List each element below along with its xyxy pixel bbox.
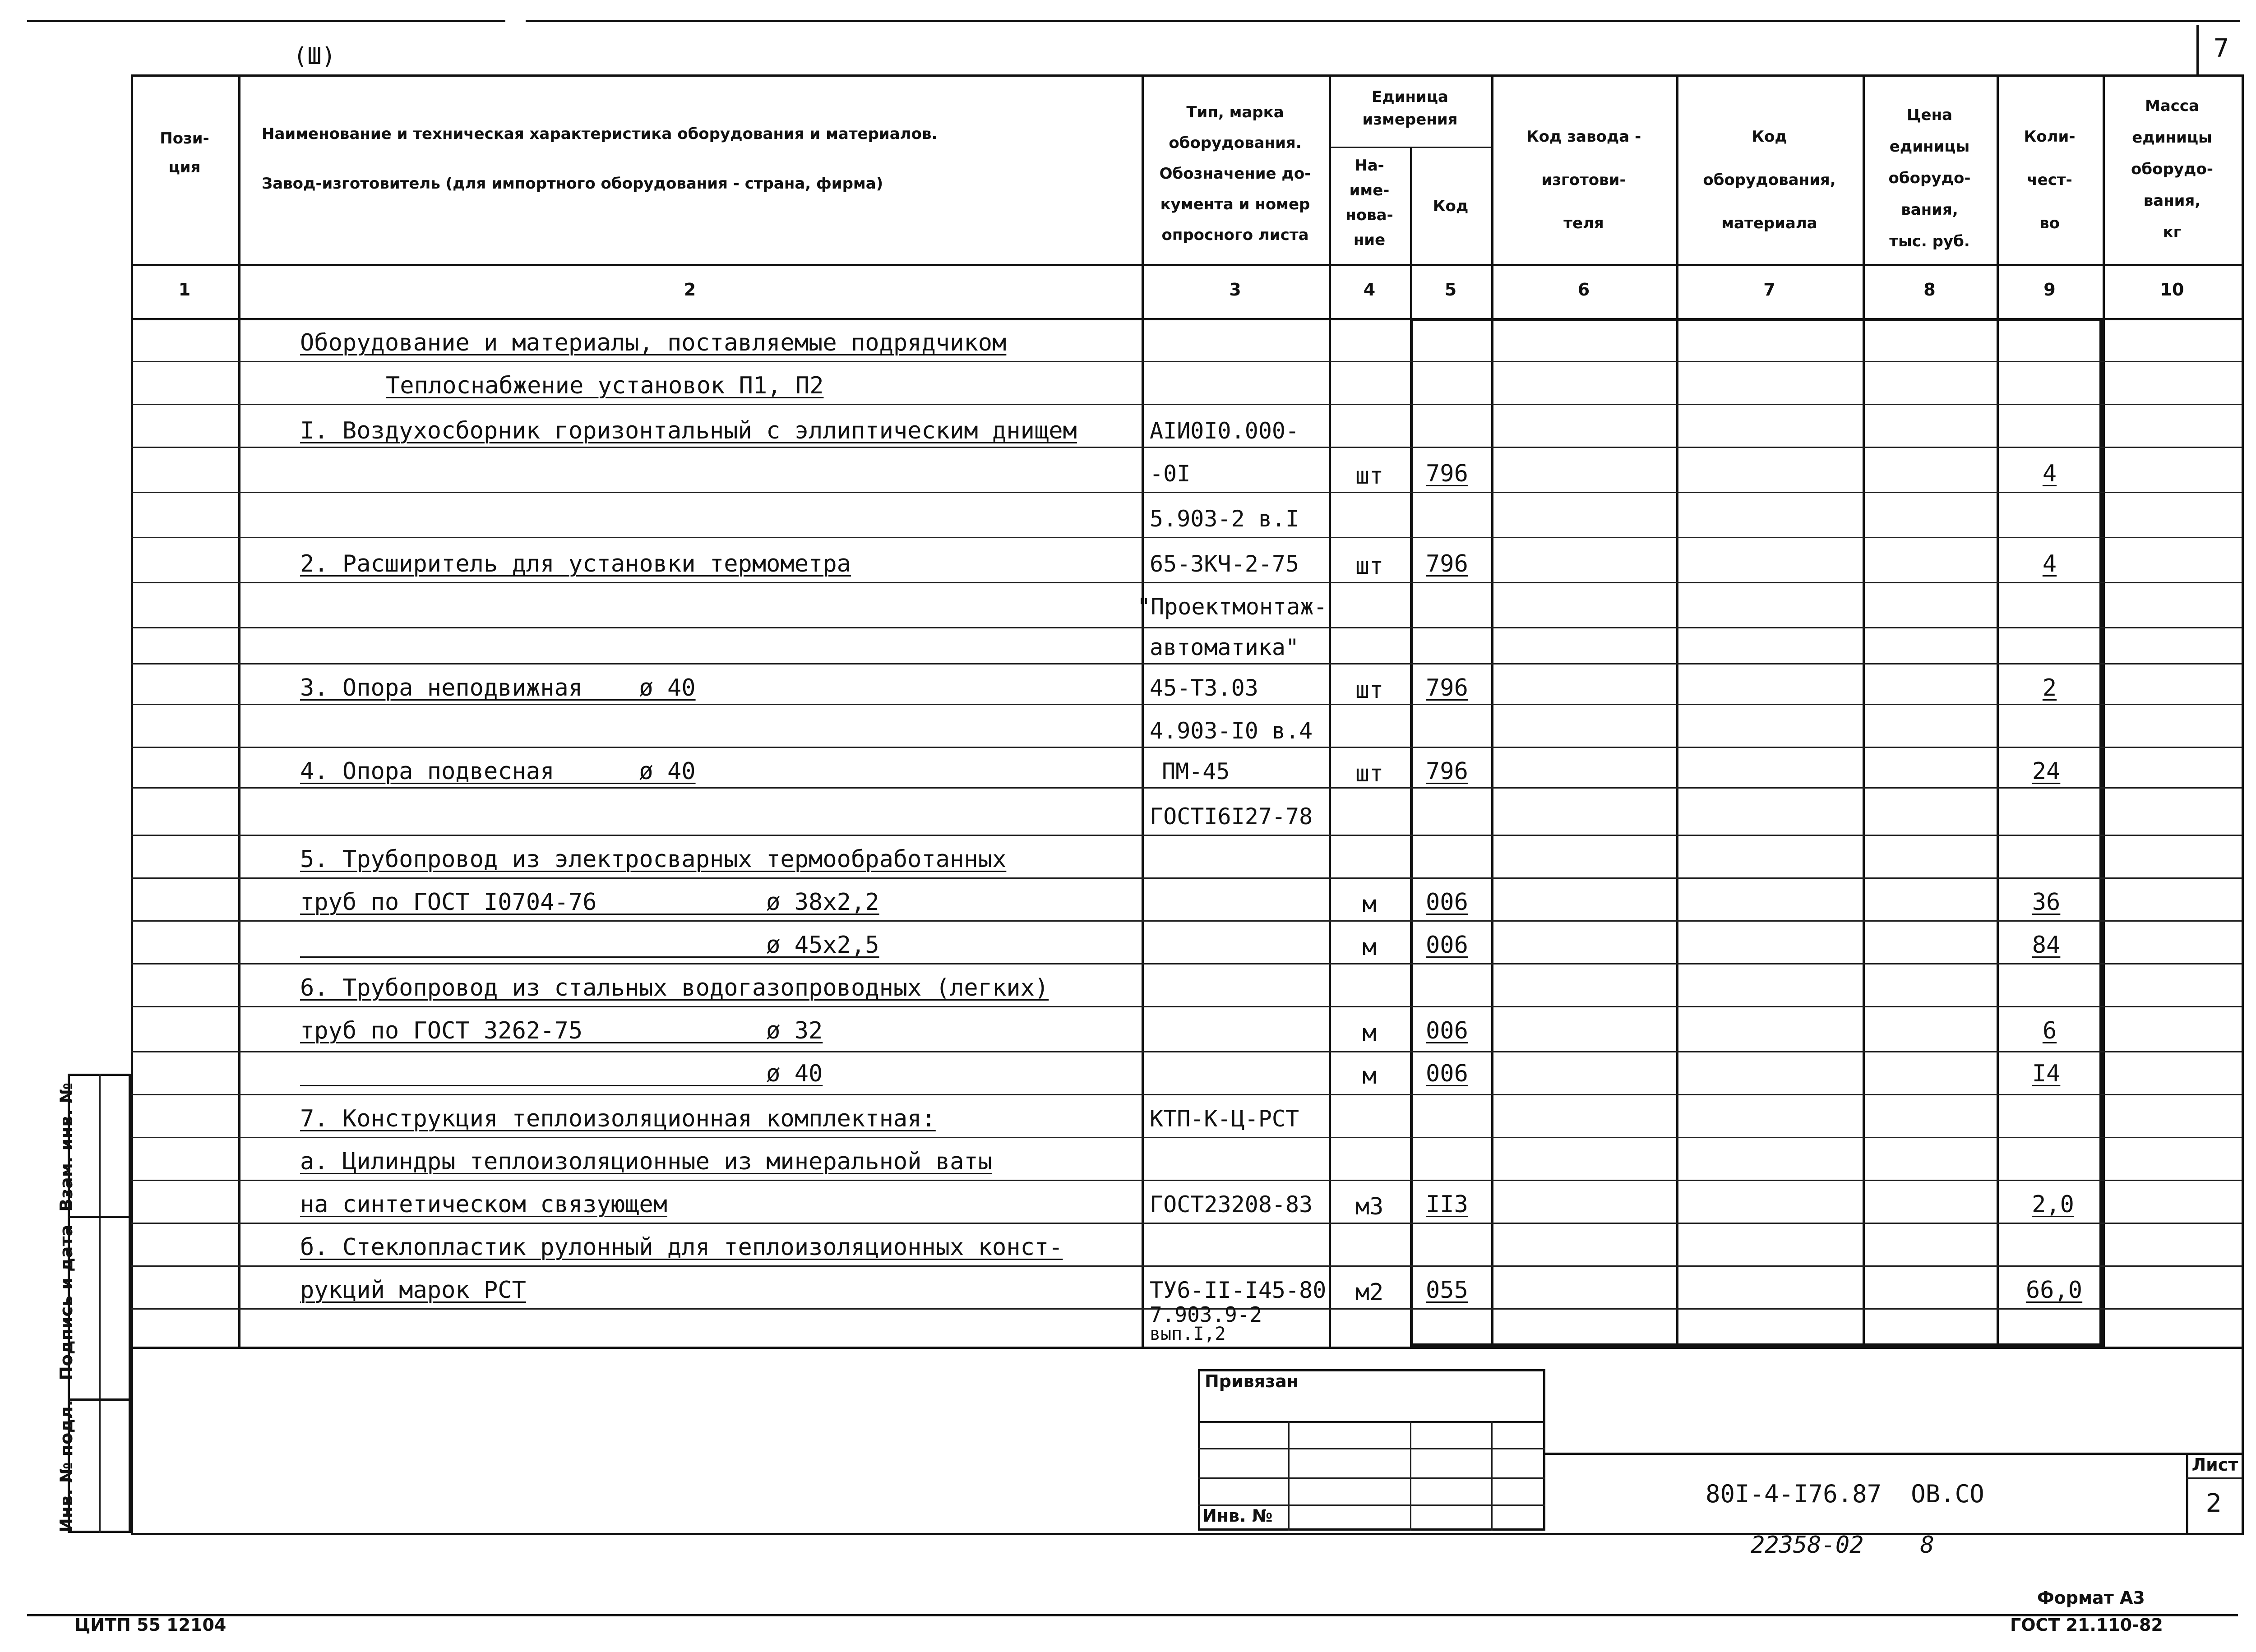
row-unit: м xyxy=(1362,1062,1377,1089)
row-line xyxy=(131,1265,2242,1267)
row-unit: шт xyxy=(1355,677,1384,704)
doc-code: 80I-4-I76.87 ОВ.СО xyxy=(1706,1480,1984,1508)
stamp-col xyxy=(1288,1421,1290,1531)
row-line xyxy=(131,404,2242,405)
col-number: 5 xyxy=(1444,280,1457,300)
row-line xyxy=(131,1006,2242,1007)
row-line xyxy=(131,1137,2242,1138)
footer-format: Формат А3 xyxy=(2037,1588,2145,1608)
top-rule-left xyxy=(27,20,505,22)
header-mass: Масса единицы оборудо- вания, кг xyxy=(2131,97,2213,241)
row-qty: 66,0 xyxy=(2025,1277,2083,1304)
row-line xyxy=(131,787,2242,789)
footer-gost: ГОСТ 21.110-82 xyxy=(2010,1615,2163,1635)
row-name: 5. Трубопровод из электросварных термообработанных xyxy=(300,846,1007,873)
row-line xyxy=(131,1051,2242,1052)
row-qty: 2 xyxy=(2042,674,2057,701)
header-bottom-line xyxy=(131,264,2242,266)
row-qty: 84 xyxy=(2032,932,2061,959)
row-name: а. Цилиндры теплоизоляционные из минеральной ваты xyxy=(300,1148,993,1175)
row-type: 7.903.9-2 xyxy=(1150,1302,1262,1327)
row-line xyxy=(131,663,2242,664)
row-name: 3. Опора неподвижная ø 40 xyxy=(300,674,696,701)
row-qty: I4 xyxy=(2032,1060,2061,1087)
row-qty: 24 xyxy=(2032,758,2061,785)
row-unit: м xyxy=(1362,891,1377,918)
row-code: 006 xyxy=(1426,1060,1468,1087)
header-equipment-code: Код оборудования, материала xyxy=(1703,128,1836,232)
row-qty: 6 xyxy=(2042,1017,2057,1044)
footer-rule xyxy=(27,1614,2238,1616)
body-bottom-line xyxy=(131,1347,2242,1349)
row-type: -0I xyxy=(1150,461,1191,487)
row-unit: м xyxy=(1362,934,1377,961)
row-code: 796 xyxy=(1426,460,1468,487)
col-line-9 xyxy=(2103,74,2105,1347)
row-code: 006 xyxy=(1426,932,1468,959)
col-line-2 xyxy=(1142,74,1144,1347)
row-type: 65-ЗКЧ-2-75 xyxy=(1150,551,1299,577)
row-line xyxy=(131,920,2242,922)
row-type: КТП-К-Ц-РСТ xyxy=(1150,1106,1299,1132)
col-number: 2 xyxy=(684,280,696,300)
row-code: II3 xyxy=(1426,1191,1468,1218)
row-line xyxy=(131,627,2242,628)
list-label: Лист xyxy=(2191,1455,2238,1475)
corner-page-number: 7 xyxy=(2213,34,2229,63)
row-type: 45-ТЗ.03 xyxy=(1150,675,1258,701)
stamp-col xyxy=(1410,1421,1411,1531)
row-type: "Проектмонтаж- xyxy=(1137,594,1327,620)
row-name: ø 40 xyxy=(300,1060,823,1087)
row-unit: м xyxy=(1362,1020,1377,1047)
side-stamp-divider xyxy=(99,1074,101,1533)
row-name: труб по ГОСТ 3262-75 ø 32 xyxy=(300,1017,823,1044)
row-code: 796 xyxy=(1426,550,1468,577)
row-code: 006 xyxy=(1426,889,1468,916)
row-type: ГОСТ23208-83 xyxy=(1150,1191,1313,1218)
row-name: на синтетическом связующем xyxy=(300,1191,667,1218)
row-type: автоматика" xyxy=(1150,634,1299,660)
row-type: ГОСТI6I27-78 xyxy=(1150,803,1313,830)
col-number: 3 xyxy=(1229,280,1241,300)
col-number: 8 xyxy=(1923,280,1936,300)
stamp-line xyxy=(1198,1421,1545,1423)
row-line xyxy=(131,747,2242,748)
row-code: 796 xyxy=(1426,758,1468,785)
list-number: 2 xyxy=(2205,1489,2222,1518)
row-unit: шт xyxy=(1355,760,1384,787)
row-name: труб по ГОСТ I0704-76 ø 38х2,2 xyxy=(300,889,879,916)
row-line xyxy=(131,1180,2242,1181)
row-code: 055 xyxy=(1426,1277,1468,1304)
row-code: 006 xyxy=(1426,1017,1468,1044)
stamp-col xyxy=(1491,1421,1493,1531)
corner-page-box xyxy=(2196,25,2244,77)
header-name-line-1: Наименование и техническая характеристика оборудования и материалов. xyxy=(262,125,938,143)
col-number: 9 xyxy=(2043,280,2056,300)
header-unit-name: На- име- нова- ние xyxy=(1345,157,1393,249)
header-unit: Единица измерения xyxy=(1362,88,1458,129)
row-name: 4. Опора подвесная ø 40 xyxy=(300,758,696,785)
row-name: 6. Трубопровод из стальных водогазопроводных (легких) xyxy=(300,974,1049,1001)
row-name: 2. Расширитель для установки термометра xyxy=(300,550,851,577)
row-line xyxy=(131,582,2242,583)
header-name-line-2: Завод-изготовитель (для импортного оборудования - страна, фирма) xyxy=(262,175,883,193)
row-type: ТУ6-II-I45-80 xyxy=(1150,1277,1327,1303)
col-line-3 xyxy=(1329,74,1331,1347)
row-line xyxy=(131,537,2242,538)
row-line xyxy=(131,1094,2242,1095)
col-number: 6 xyxy=(1577,280,1590,300)
row-name: 7. Конструкция теплоизоляционная комплектная: xyxy=(300,1105,936,1132)
col-number: 10 xyxy=(2160,280,2184,300)
row-line xyxy=(131,963,2242,964)
header-type: Тип, марка оборудования. Обозначение до- кумента и номер опросного листа xyxy=(1159,103,1311,244)
row-type: 4.903-I0 в.4 xyxy=(1150,718,1313,744)
top-rule-right xyxy=(526,20,2240,22)
row-type: ПМ-45 xyxy=(1162,758,1230,784)
stamp-inv-no: Инв. № xyxy=(1202,1506,1273,1526)
row-line xyxy=(131,1223,2242,1224)
row-unit: м2 xyxy=(1355,1279,1384,1306)
row-name: I. Воздухосборник горизонтальный с эллиптическим днищем xyxy=(300,417,1077,444)
row-qty: 36 xyxy=(2032,889,2061,916)
header-unit-code: Код xyxy=(1433,197,1469,215)
row-code: 796 xyxy=(1426,674,1468,701)
header-position: Пози- ция xyxy=(160,129,209,176)
row-qty: 4 xyxy=(2042,550,2057,577)
header-plant-code: Код завода - изготови- теля xyxy=(1526,128,1641,232)
row-type: АIИ0I0.000- xyxy=(1150,418,1299,444)
row-name: б. Стеклопластик рулонный для теплоизоляционных конст- xyxy=(300,1234,1063,1261)
row-line xyxy=(131,361,2242,362)
stamp-line xyxy=(1198,1448,1545,1449)
row-unit: м3 xyxy=(1355,1193,1384,1220)
side-stamp-vzam: Взам. инв. № xyxy=(56,1083,76,1212)
row-unit: шт xyxy=(1355,462,1384,489)
row-line xyxy=(131,492,2242,493)
row-line xyxy=(131,704,2242,705)
col-number: 1 xyxy=(178,280,191,300)
row-line xyxy=(131,447,2242,448)
title-block-top-line xyxy=(1545,1453,2242,1455)
handwritten-number: 22358-02 8 xyxy=(1751,1532,1934,1559)
col-line-1 xyxy=(238,74,240,1347)
side-stamp-inv: Инв. № подл. xyxy=(56,1399,76,1533)
row-name: Оборудование и материалы, поставляемые подрядчиком xyxy=(300,329,1007,356)
sheet-mark: (Ш) xyxy=(293,43,336,70)
row-line xyxy=(131,877,2242,879)
row-qty: 4 xyxy=(2042,460,2057,487)
row-unit: шт xyxy=(1355,553,1384,580)
header-price: Цена единицы оборудо- вания, тыс. руб. xyxy=(1888,106,1971,250)
row-name: ø 45х2,5 xyxy=(300,932,879,959)
col-number: 7 xyxy=(1763,280,1775,300)
row-type: 5.903-2 в.I xyxy=(1150,506,1299,532)
list-box-line xyxy=(2186,1477,2242,1479)
row-qty: 2,0 xyxy=(2032,1191,2074,1218)
row-type: вып.I,2 xyxy=(1150,1324,1226,1344)
row-name: Теплоснабжение установок П1, П2 xyxy=(386,372,824,399)
row-name: рукций марок РСТ xyxy=(300,1277,526,1304)
row-line xyxy=(131,835,2242,836)
stamp-privyazan: Привязан xyxy=(1205,1371,1299,1391)
stamp-line xyxy=(1198,1477,1545,1479)
col-number: 4 xyxy=(1363,280,1376,300)
footer-left-code: ЦИТП 55 12104 xyxy=(74,1615,227,1635)
header-quantity: Коли- чест- во xyxy=(2024,128,2076,232)
side-stamp-podpis: Подпись и дата xyxy=(56,1224,76,1380)
